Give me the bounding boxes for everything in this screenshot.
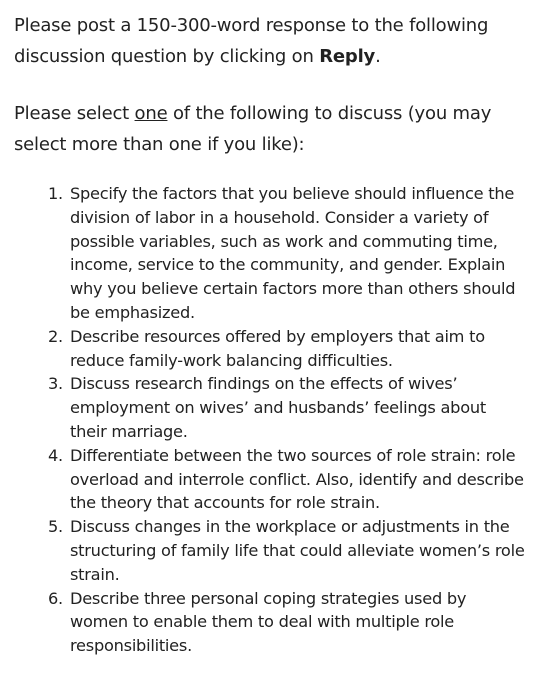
instructions-paragraph xyxy=(14,10,527,72)
question-number: 1. xyxy=(48,184,63,203)
selection-text: Please select xyxy=(14,103,135,124)
question-number: 4. xyxy=(48,445,63,465)
question-text: Discuss changes in the workplace or adjustments in the structuring of family life that could alleviate women’s role strain. xyxy=(70,517,525,584)
question-item-6 xyxy=(14,587,527,658)
question-item-1 xyxy=(14,182,527,325)
one-keyword: one xyxy=(134,103,168,124)
question-text: Describe three personal coping strategies used by women to enable them to deal with multiple role responsibilities. xyxy=(70,588,467,656)
selection-paragraph xyxy=(14,98,527,160)
question-number: 3. xyxy=(48,374,63,394)
selection-end: of the following to discuss (you may select more than one if you like): xyxy=(14,103,492,155)
instructions-text: Please post a 150-300-word response to the following discussion question by clicking on xyxy=(14,15,489,67)
question-list xyxy=(14,182,527,658)
reply-keyword: Reply xyxy=(319,46,376,67)
question-text: Specify the factors that you believe should influence the division of labor in a household. Consider a variety of possible variables, such as work and commuting time, income, service to the community, and gender. Explain why you believe certain factors more than others should be emphasized. xyxy=(70,184,516,322)
question-number: 5. xyxy=(48,517,63,537)
question-item-2 xyxy=(14,325,527,373)
question-number: 2. xyxy=(48,326,63,346)
question-text: Differentiate between the two sources of role strain: role overload and interrole conflict. Also, identify and describe the theory that accounts for role strain. xyxy=(70,445,524,513)
question-number: 6. xyxy=(48,588,63,608)
question-item-4 xyxy=(14,444,527,515)
question-text: Discuss research findings on the effects of wives’ employment on wives’ and husbands’ feelings about their marriage. xyxy=(70,374,486,441)
question-item-5 xyxy=(14,515,527,586)
question-item-3 xyxy=(14,372,527,443)
question-text: Describe resources offered by employers that aim to reduce family-work balancing difficulties. xyxy=(70,326,485,370)
instructions-end: . xyxy=(375,46,381,67)
